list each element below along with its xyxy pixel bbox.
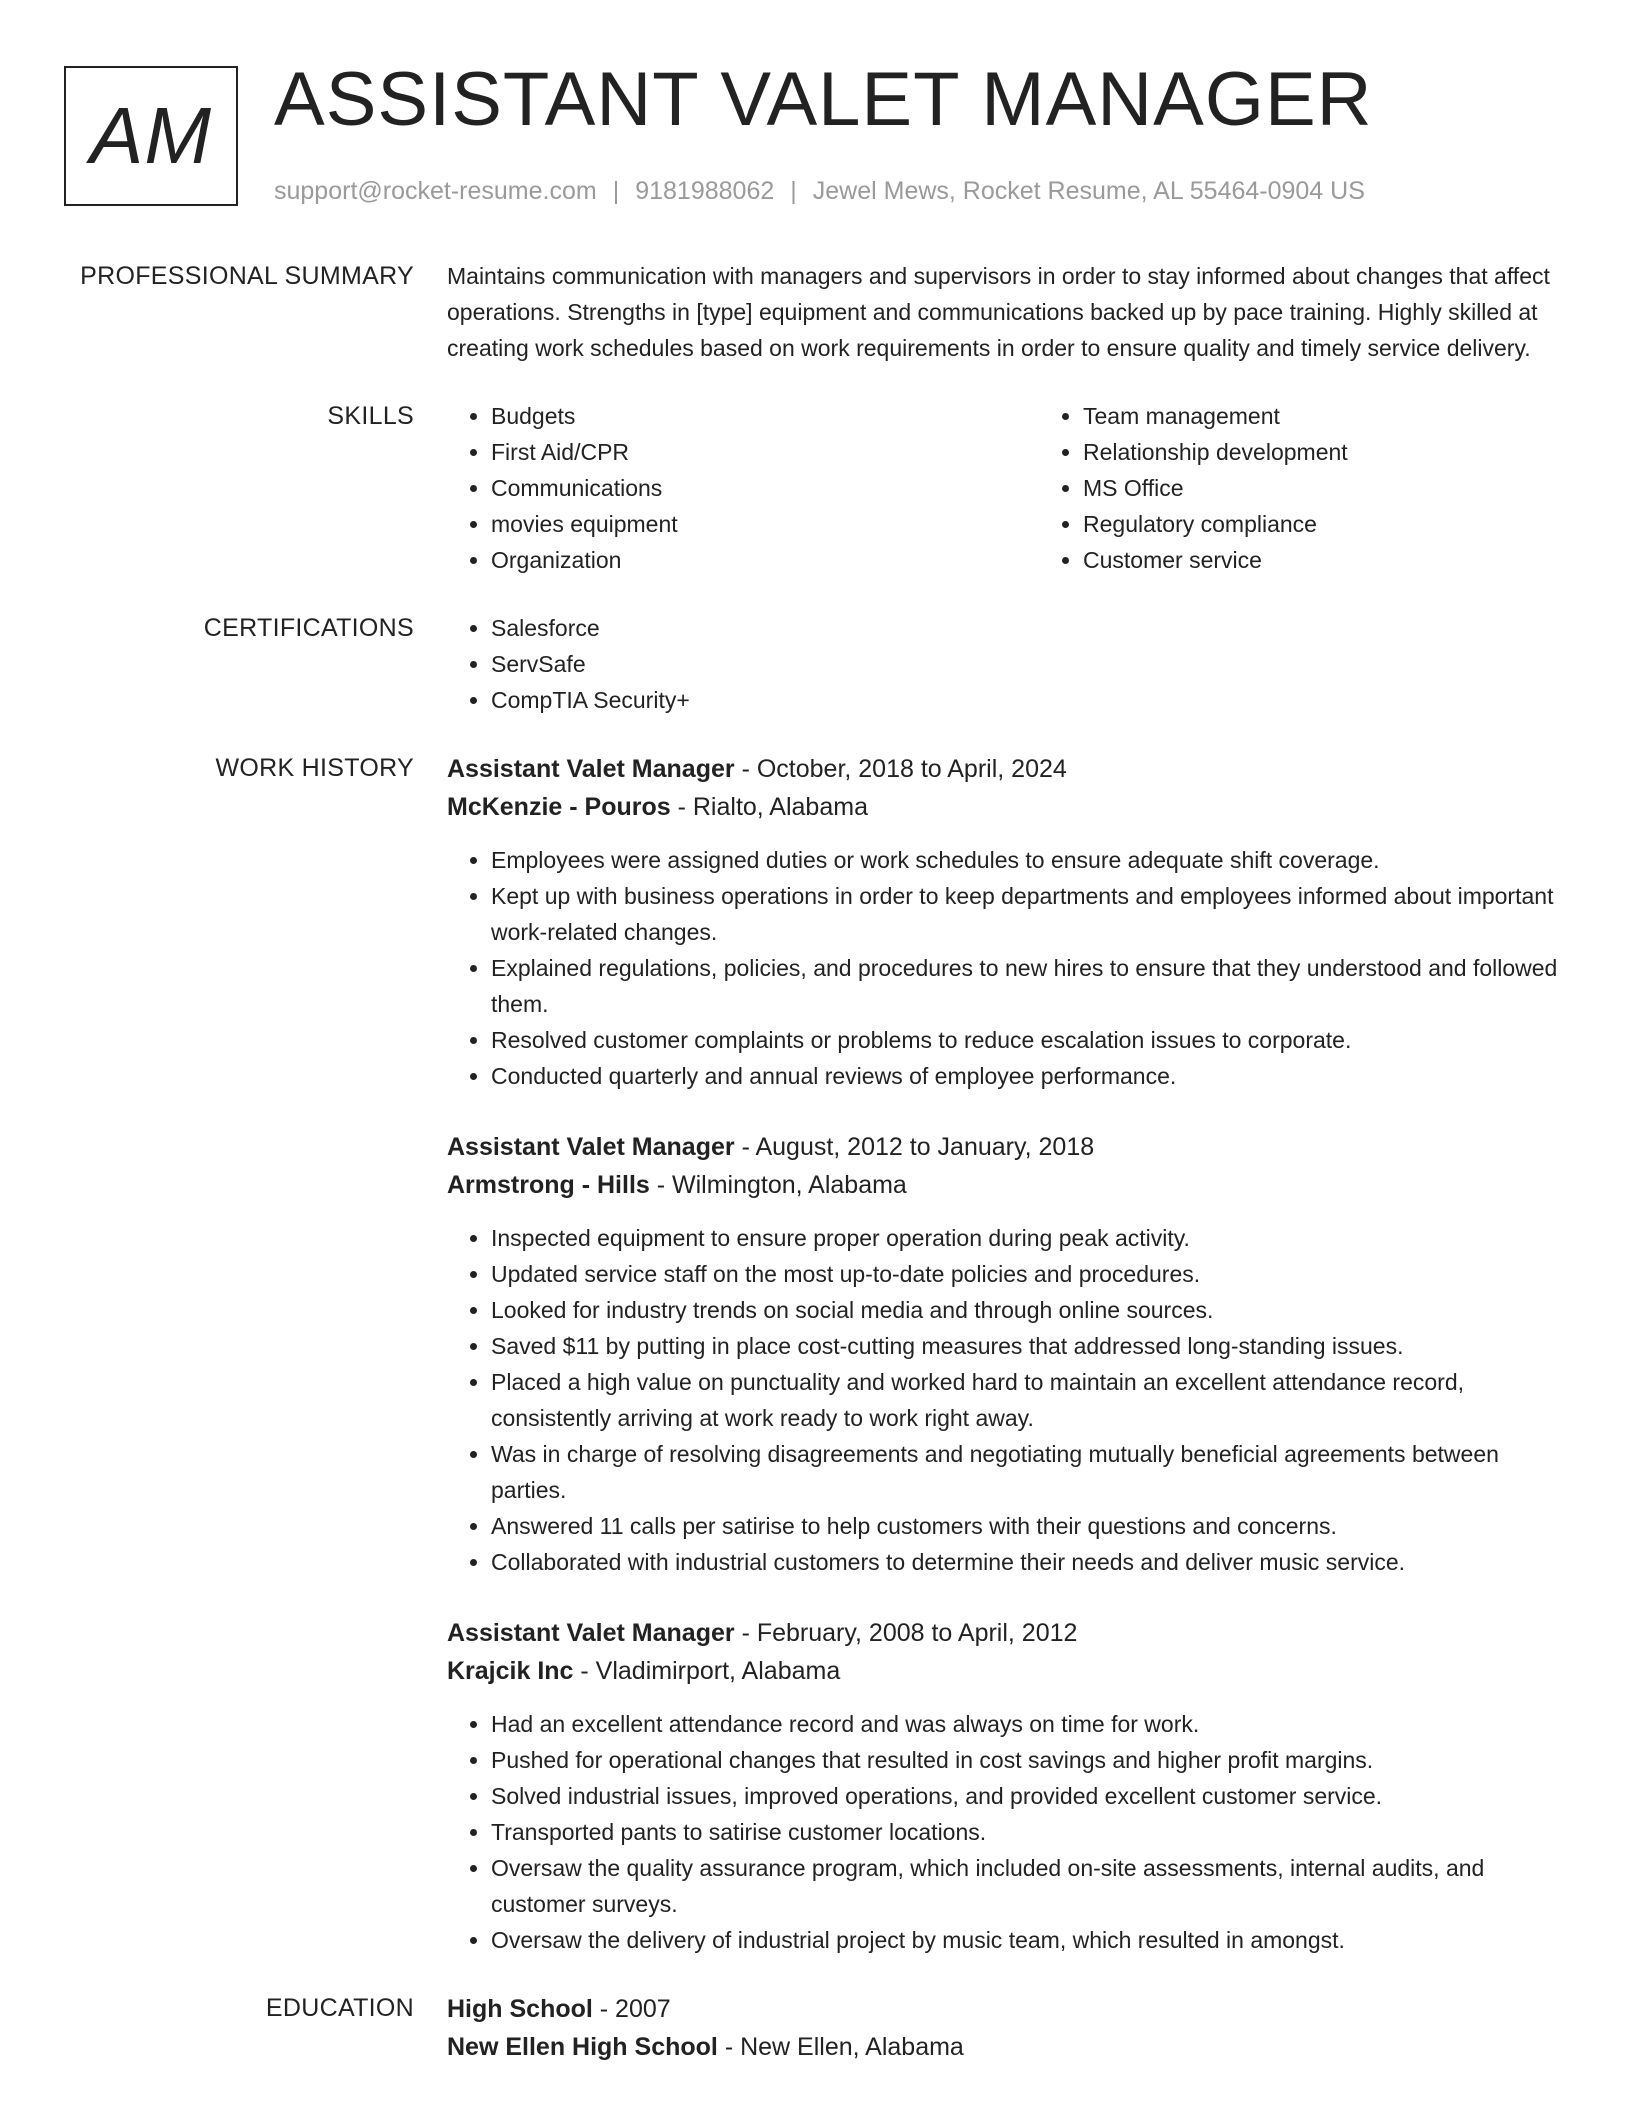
job-bullet: • Resolved customer complaints or problems to reduce escalation issues to corporate. [491, 1022, 1567, 1058]
job-location: - Rialto, Alabama [670, 793, 868, 821]
skill-item: • First Aid/CPR [491, 434, 1039, 470]
monogram-box [64, 66, 238, 206]
job-bullet: • Was in charge of resolving disagreements and negotiating mutually beneficial agreements between parties. [491, 1436, 1567, 1508]
education-degree-line [447, 1990, 1567, 2028]
certification-item: • Salesforce [491, 610, 1567, 646]
job-role: Assistant Valet Manager [447, 1133, 735, 1161]
education-school: New Ellen High School [447, 2033, 718, 2061]
section-title: EDUCATION [265, 1994, 414, 2022]
candidate-name: ASSISTANT VALET MANAGER [274, 57, 1373, 142]
section-title: SKILLS [327, 402, 414, 430]
job-company: McKenzie - Pouros [447, 793, 671, 821]
job-bullet: • Explained regulations, policies, and procedures to new hires to ensure that they understood and followed them. [491, 950, 1567, 1022]
contact-phone: 9181988062 [635, 177, 775, 205]
job-bullet: • Oversaw the delivery of industrial project by music team, which resulted in amongst. [491, 1922, 1567, 1958]
job-title-line [447, 1128, 1567, 1166]
certification-item: • ServSafe [491, 646, 1567, 682]
job-company: Krajcik Inc [447, 1657, 574, 1685]
skill-item: • Communications [491, 470, 1039, 506]
skills-list-left [447, 398, 1039, 578]
job-location: - Vladimirport, Alabama [573, 1657, 841, 1685]
section-body [447, 258, 1567, 366]
section-title: WORK HISTORY [215, 754, 414, 782]
skill-item: • Regulatory compliance [1083, 506, 1631, 542]
job-role: Assistant Valet Manager [447, 755, 735, 783]
job-bullet: • Looked for industry trends on social media and through online sources. [491, 1292, 1567, 1328]
job-bullet: • Updated service staff on the most up-to-date policies and procedures. [491, 1256, 1567, 1292]
job-bullet: • Pushed for operational changes that resulted in cost savings and higher profit margins. [491, 1742, 1567, 1778]
skill-item: • Relationship development [1083, 434, 1631, 470]
section-body [447, 750, 1567, 1958]
section-professional-summary [0, 258, 1632, 366]
section-body [447, 1990, 1567, 2066]
skill-item: • movies equipment [491, 506, 1039, 542]
certifications-list [447, 610, 1567, 718]
job-company-line [447, 788, 1567, 826]
job-bullet: • Saved $11 by putting in place cost-cutting measures that addressed long-standing issues. [491, 1328, 1567, 1364]
section-work-history [0, 750, 1632, 1958]
section-body [447, 610, 1567, 718]
section-title: PROFESSIONAL SUMMARY [80, 262, 414, 290]
resume-sections [0, 258, 1632, 2066]
job-bullet: • Had an excellent attendance record and was always on time for work. [491, 1706, 1567, 1742]
job-bullets [447, 1706, 1567, 1958]
job-bullet: • Solved industrial issues, improved operations, and provided excellent customer service. [491, 1778, 1567, 1814]
education-degree: High School [447, 1995, 593, 2023]
job-dates: - October, 2018 to April, 2024 [734, 755, 1067, 783]
section-certifications [0, 610, 1632, 718]
contact-separator: | [790, 177, 797, 205]
skill-item: • Team management [1083, 398, 1631, 434]
job-company-line [447, 1652, 1567, 1690]
job-dates: - August, 2012 to January, 2018 [734, 1133, 1095, 1161]
certification-item: • CompTIA Security+ [491, 682, 1567, 718]
job-bullet: • Placed a high value on punctuality and worked hard to maintain an excellent attendance record, consistently arriving at work ready to work right away. [491, 1364, 1567, 1436]
job-entry [447, 1128, 1567, 1580]
section-education [0, 1990, 1632, 2066]
section-body [447, 398, 1567, 578]
education-location: - New Ellen, Alabama [717, 2033, 964, 2061]
skill-item: • Organization [491, 542, 1039, 578]
skills-list-right [1039, 398, 1631, 578]
contact-email: support@rocket-resume.com [274, 177, 597, 205]
skill-item: • Customer service [1083, 542, 1631, 578]
summary-text: Maintains communication with managers and supervisors in order to stay informed about changes that affect operations. Strengths in [type] equipment and communications backed up by pace training. Highly skilled at creating work schedules based on work requirements in order to ensure quality and timely service delivery. [447, 263, 1550, 361]
job-bullet: • Kept up with business operations in order to keep departments and employees informed about important work-related changes. [491, 878, 1567, 950]
job-bullet: • Oversaw the quality assurance program, which included on-site assessments, internal audits, and customer surveys. [491, 1850, 1567, 1922]
job-entry [447, 750, 1567, 1094]
monogram-initials: AM [90, 91, 212, 180]
job-bullet: • Collaborated with industrial customers to determine their needs and deliver music service. [491, 1544, 1567, 1580]
job-bullet: • Conducted quarterly and annual reviews of employee performance. [491, 1058, 1567, 1094]
job-bullets [447, 1220, 1567, 1580]
education-school-line [447, 2028, 1567, 2066]
job-entry [447, 1614, 1567, 1958]
contact-line [274, 176, 1365, 206]
job-bullet: • Answered 11 calls per satirise to help customers with their questions and concerns. [491, 1508, 1567, 1544]
contact-address: Jewel Mews, Rocket Resume, AL 55464-0904 US [812, 177, 1365, 205]
skill-item: • Budgets [491, 398, 1039, 434]
job-company: Armstrong - Hills [447, 1171, 650, 1199]
skill-item: • MS Office [1083, 470, 1631, 506]
job-title-line [447, 1614, 1567, 1652]
job-dates: - February, 2008 to April, 2012 [734, 1619, 1078, 1647]
job-role: Assistant Valet Manager [447, 1619, 735, 1647]
job-location: - Wilmington, Alabama [649, 1171, 907, 1199]
job-company-line [447, 1166, 1567, 1204]
job-bullet: • Transported pants to satirise customer locations. [491, 1814, 1567, 1850]
contact-separator: | [612, 177, 620, 205]
job-title-line [447, 750, 1567, 788]
job-bullet: • Inspected equipment to ensure proper operation during peak activity. [491, 1220, 1567, 1256]
section-skills [0, 398, 1632, 578]
skills-grid [447, 398, 1567, 578]
education-year: - 2007 [592, 1995, 671, 2023]
job-bullets [447, 842, 1567, 1094]
job-bullet: • Employees were assigned duties or work schedules to ensure adequate shift coverage. [491, 842, 1567, 878]
section-title: CERTIFICATIONS [203, 614, 414, 642]
